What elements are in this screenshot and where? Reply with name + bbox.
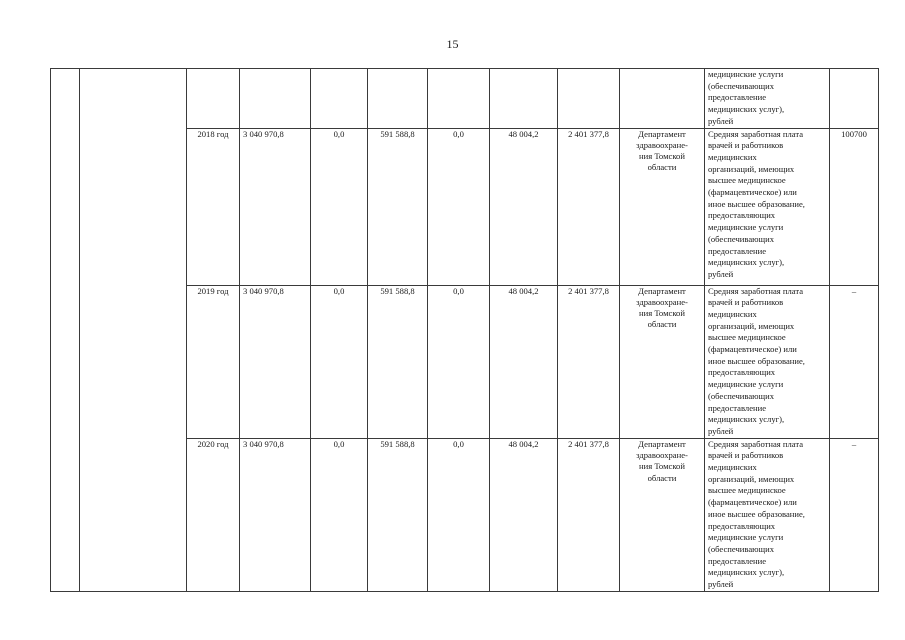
department-cell <box>620 69 705 129</box>
extra-cell: 48 004,2 <box>490 285 558 438</box>
federal-cell <box>311 69 368 129</box>
total-cell <box>240 69 311 129</box>
regional-cell: 591 588,8 <box>368 128 428 285</box>
table-row-continuation <box>51 69 879 129</box>
federal-cell: 0,0 <box>311 285 368 438</box>
indicator-cell: Средняя заработная плата врачей и работников медицинских организаций, имеющих высшее медицинское (фармацевтическое) или иное высшее образование, предоставляющих медицинские услуги (обеспечивающих предоставление медицинских услуг), рублей <box>705 128 830 285</box>
task-cell <box>80 69 187 592</box>
number-cell <box>51 69 80 592</box>
other-cell: 2 401 377,8 <box>558 285 620 438</box>
total-cell: 3 040 970,8 <box>240 438 311 591</box>
department-cell: Департамент здравоохране- ния Томской области <box>620 285 705 438</box>
extra-cell <box>490 69 558 129</box>
federal-cell: 0,0 <box>311 128 368 285</box>
regional-cell: 591 588,8 <box>368 285 428 438</box>
extra-cell: 48 004,2 <box>490 128 558 285</box>
local-cell: 0,0 <box>428 128 490 285</box>
page-number: 15 <box>446 37 459 51</box>
indicator-cell: Средняя заработная плата врачей и работников медицинских организаций, имеющих высшее медицинское (фармацевтическое) или иное высшее образование, предоставляющих медицинские услуги (обеспечивающих предоставление медицинских услуг), рублей <box>705 285 830 438</box>
year-cell: 2020 год <box>187 438 240 591</box>
regional-cell <box>368 69 428 129</box>
indicator-cell: Средняя заработная плата врачей и работников медицинских организаций, имеющих высшее медицинское (фармацевтическое) или иное высшее образование, предоставляющих медицинские услуги (обеспечивающих предоставление медицинских услуг), рублей <box>705 438 830 591</box>
other-cell: 2 401 377,8 <box>558 438 620 591</box>
other-cell <box>558 69 620 129</box>
total-cell: 3 040 970,8 <box>240 128 311 285</box>
extra-cell: 48 004,2 <box>490 438 558 591</box>
value-cell: 100700 <box>830 128 879 285</box>
value-cell: – <box>830 285 879 438</box>
local-cell <box>428 69 490 129</box>
value-cell: – <box>830 438 879 591</box>
year-cell: 2018 год <box>187 128 240 285</box>
local-cell: 0,0 <box>428 285 490 438</box>
department-cell: Департамент здравоохране- ния Томской области <box>620 128 705 285</box>
program-table <box>50 68 879 592</box>
value-cell <box>830 69 879 129</box>
indicator-cell: медицинские услуги (обеспечивающих предоставление медицинских услуг), рублей <box>705 69 830 129</box>
local-cell: 0,0 <box>428 438 490 591</box>
other-cell: 2 401 377,8 <box>558 128 620 285</box>
regional-cell: 591 588,8 <box>368 438 428 591</box>
year-cell: 2019 год <box>187 285 240 438</box>
year-cell <box>187 69 240 129</box>
department-cell: Департамент здравоохране- ния Томской области <box>620 438 705 591</box>
federal-cell: 0,0 <box>311 438 368 591</box>
total-cell: 3 040 970,8 <box>240 285 311 438</box>
